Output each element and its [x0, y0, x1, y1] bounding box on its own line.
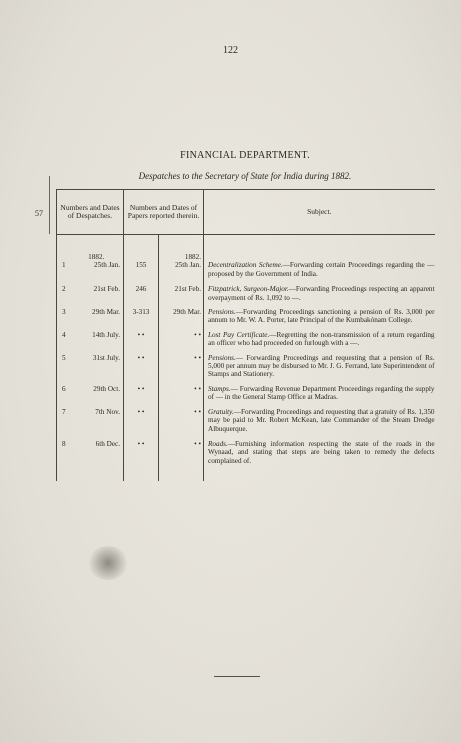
despatch-date: 21st Feb.: [93, 285, 120, 294]
header-despatches-label: Numbers and Dates of Despatches.: [60, 202, 120, 220]
margin-rule: [49, 176, 50, 234]
despatch-date-cell: [71, 402, 124, 433]
despatch-date-cell: [71, 302, 124, 325]
despatch-date: 14th July.: [92, 330, 120, 339]
header-subject-label: Subject.: [307, 206, 332, 216]
paper-date-cell: [159, 348, 204, 379]
row-number-cell: [57, 302, 71, 325]
paper-number: • •: [137, 384, 145, 393]
table-row: [57, 379, 435, 402]
paper-date-cell: [159, 235, 204, 279]
subject-cell: [204, 235, 435, 279]
table-row: [57, 302, 435, 325]
table-row: [57, 402, 435, 433]
subject-text: —Forwarding Proceedings and requesting that a gratuity of Rs. 1,350 may be paid to Mr. Robert McKean, late Commander of the Steam Dredge Albuquerque.: [208, 407, 435, 433]
ink-stain: [88, 546, 128, 580]
paper-date: • •: [194, 439, 202, 448]
paper-date-cell: [159, 302, 204, 325]
paper-number-cell: [124, 433, 159, 481]
paper-number-cell: [124, 348, 159, 379]
despatch-date: 6th Dec.: [95, 439, 120, 448]
subject-heading: Pensions.: [208, 353, 236, 362]
despatch-date: 29th Oct.: [93, 384, 120, 393]
row-number: 3: [61, 308, 66, 317]
despatch-date-cell: [71, 235, 124, 279]
subject-cell: [204, 402, 435, 433]
row-number-cell: [57, 278, 71, 302]
subject-text: —Forwarding Proceedings sanctioning a pension of Rs. 3,000 per annum to Mr. W. A. Porter, late Principal of the Kumbakónam College.: [208, 308, 435, 325]
paper-date-cell: [159, 325, 204, 348]
paper-date-cell: [159, 402, 204, 433]
paper-date: 21st Feb.: [174, 285, 202, 294]
subject-text: —Regretting the non-transmission of a return regarding an officer who had proceeded on furlough with a —.: [208, 330, 435, 348]
subject-text: — Forwarding Revenue Department Proceedings regarding the supply of — in the General Stamp Office at Madras.: [208, 384, 435, 402]
despatch-date: 31st July.: [92, 353, 120, 362]
row-number: 5: [61, 353, 66, 362]
table-row: [57, 325, 435, 348]
despatch-date-cell: [71, 325, 124, 348]
paper-number: • •: [137, 353, 145, 362]
row-number-cell: [57, 379, 71, 402]
bottom-rule: [214, 676, 260, 677]
row-number-cell: [57, 433, 71, 481]
paper-number-cell: [124, 235, 159, 279]
department-title: FINANCIAL DEPARTMENT.: [180, 150, 310, 161]
despatch-date-cell: [71, 379, 124, 402]
paper-number: 155: [135, 261, 147, 270]
paper-date-cell: [159, 433, 204, 481]
row-number-cell: [57, 325, 71, 348]
header-despatches: [57, 190, 124, 235]
table-row: [57, 235, 435, 279]
paper-date: 25th Jan.: [175, 261, 202, 270]
header-papers-label: Numbers and Dates of Papers reported therein.: [127, 202, 200, 220]
subject-text: —Furnishing information respecting the state of the roads in the Wynaad, and stating that steps are being taken to remedy the defects complained of.: [208, 439, 435, 465]
paper-date: • •: [194, 330, 202, 339]
subject-cell: [204, 325, 435, 348]
table-body: [57, 235, 435, 482]
paper-number-cell: [124, 278, 159, 302]
paper-number-cell: [124, 402, 159, 433]
paper-date: • •: [194, 353, 202, 362]
row-number: 2: [61, 285, 66, 294]
subject-cell: [204, 348, 435, 379]
row-number: 7: [61, 407, 66, 416]
paper-number: 246: [135, 285, 147, 294]
subject-heading: Stamps.: [208, 384, 231, 393]
row-number: 4: [61, 330, 66, 339]
table-row: [57, 433, 435, 481]
paper-number-cell: [124, 325, 159, 348]
row-number-cell: [57, 402, 71, 433]
despatches-table: [56, 189, 435, 481]
row-year-spacer: [59, 253, 69, 261]
table-row: [57, 348, 435, 379]
subject-text: — Forwarding Proceedings and requesting that a pension of Rs. 5,000 per annum may be disbursed to Mr. J. G. Ferrand, late Superintendent of Stamps and Stationery.: [208, 353, 435, 379]
row-number-cell: [57, 348, 71, 379]
department-subtitle: Despatches to the Secretary of State for India during 1882.: [138, 171, 352, 181]
despatch-date-cell: [71, 348, 124, 379]
subject-year-spacer: [208, 253, 435, 261]
despatch-date: 7th Nov.: [95, 407, 120, 416]
row-number-cell: [57, 235, 71, 279]
subject-text: —Forwarding certain Proceedings regarding the — proposed by the Government of India.: [208, 261, 435, 278]
despatch-date: 29th Mar.: [92, 308, 120, 317]
subject-cell: [204, 433, 435, 481]
paper-number: • •: [137, 439, 145, 448]
paper-number-cell: [124, 302, 159, 325]
paper-year: 1882.: [184, 253, 202, 261]
paper-date: • •: [194, 407, 202, 416]
despatch-date: 25th Jan.: [94, 261, 120, 270]
subject-heading: Fitzpatrick, Surgeon-Major.: [208, 285, 289, 294]
page-number: 122: [223, 45, 238, 56]
subject-heading: Lost Pay Certificate.: [208, 330, 270, 339]
header-subject: [204, 190, 435, 235]
row-number: 1: [61, 261, 66, 270]
paper-number: • •: [137, 330, 145, 339]
table-header-row: [57, 190, 435, 235]
subject-heading: Decentralization Scheme.: [208, 261, 283, 270]
paper-date: • •: [194, 384, 202, 393]
row-number: 6: [61, 384, 66, 393]
table-row: [57, 278, 435, 302]
subject-cell: [204, 379, 435, 402]
despatch-date-cell: [71, 278, 124, 302]
paper-number: • •: [137, 407, 145, 416]
subject-heading: Pensions.: [208, 308, 236, 317]
subject-cell: [204, 278, 435, 302]
subject-heading: Roads.: [208, 439, 228, 448]
subject-text: —Forwarding Proceedings respecting an apparent overpayment of Rs. 1,092 to —.: [208, 285, 435, 302]
side-number: 57: [35, 209, 43, 218]
despatch-date-cell: [71, 433, 124, 481]
subject-cell: [204, 302, 435, 325]
row-number: 8: [61, 439, 66, 448]
paper-date-cell: [159, 278, 204, 302]
paper-year-spacer: [126, 253, 156, 261]
paper-number: 3-313: [132, 308, 150, 317]
paper-date-cell: [159, 379, 204, 402]
despatch-year: 1882.: [88, 253, 105, 261]
paper-date: 29th Mar.: [173, 308, 202, 317]
header-papers: [124, 190, 204, 235]
paper-number-cell: [124, 379, 159, 402]
subject-heading: Gratuity.: [208, 407, 234, 416]
